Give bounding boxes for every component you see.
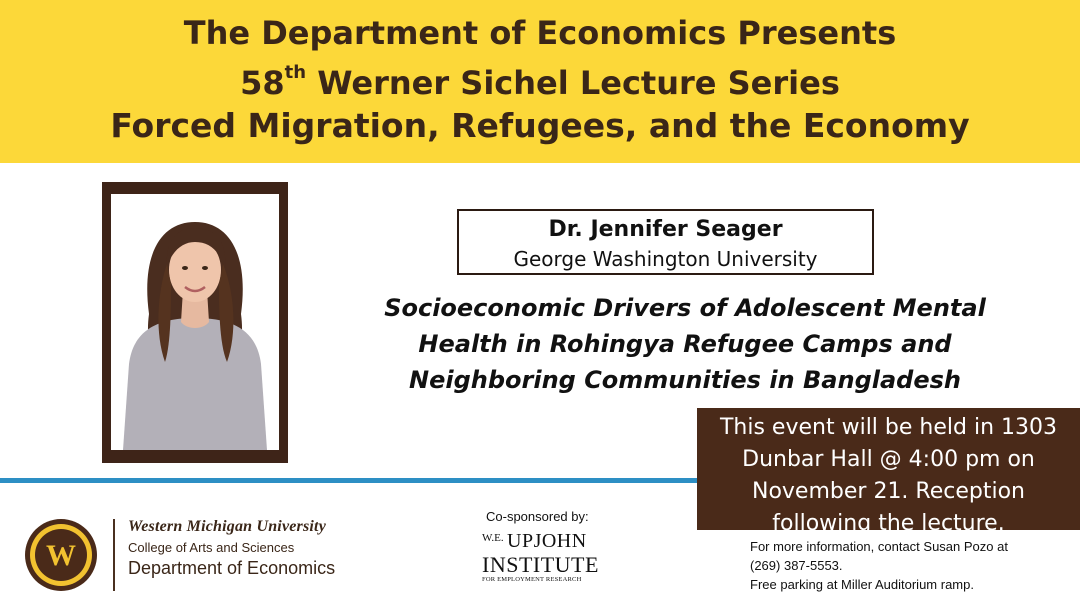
- upjohn-logo-we: W.E.: [482, 532, 504, 544]
- presenter-heading: The Department of Economics Presents: [183, 14, 897, 52]
- university-name: Western Michigan University: [128, 518, 327, 535]
- talk-title-line: Health in Rohingya Refugee Camps and: [418, 330, 952, 358]
- series-number: 58: [240, 64, 285, 102]
- upjohn-logo-institute: INSTITUTE: [482, 552, 599, 577]
- speaker-affiliation: George Washington University: [513, 247, 818, 271]
- series-heading: [0, 64, 1080, 102]
- college-name: College of Arts and Sciences: [128, 540, 295, 555]
- talk-title: [360, 290, 1010, 398]
- upjohn-logo-upjohn: UPJOHN: [507, 530, 587, 552]
- wmu-logo-letter: W: [46, 539, 76, 572]
- wmu-logo: [24, 518, 98, 592]
- divider-rule: [0, 478, 700, 483]
- event-line: Dunbar Hall @ 4:00 pm on: [742, 447, 1035, 472]
- talk-title-line: Socioeconomic Drivers of Adolescent Mental: [384, 294, 986, 322]
- speaker-photo-frame: [102, 182, 288, 463]
- contact-info: [750, 537, 1008, 594]
- speaker-box: [457, 209, 874, 275]
- event-line: following the lecture.: [772, 511, 1005, 536]
- series-name: Werner Sichel Lecture Series: [306, 64, 840, 102]
- talk-title-line: Neighboring Communities in Bangladesh: [408, 366, 961, 394]
- series-ordinal-suffix: th: [284, 62, 307, 83]
- department-name: Department of Economics: [128, 558, 336, 578]
- upjohn-logo-tagline: FOR EMPLOYMENT RESEARCH: [482, 576, 582, 583]
- title-banner: [0, 0, 1080, 163]
- speaker-photo: [111, 194, 279, 450]
- event-details-box: [697, 408, 1080, 536]
- event-line: November 21. Reception: [752, 479, 1025, 504]
- event-line: This event will be held in 1303: [719, 415, 1057, 440]
- event-details-text: [697, 412, 1080, 540]
- speaker-name: Dr. Jennifer Seager: [548, 217, 783, 242]
- info-line: Free parking at Miller Auditorium ramp.: [750, 577, 974, 592]
- logo-divider: [113, 519, 115, 591]
- theme-heading: Forced Migration, Refugees, and the Economy: [110, 106, 970, 145]
- info-line: For more information, contact Susan Pozo at: [750, 539, 1008, 554]
- info-line: (269) 387-5553.: [750, 558, 843, 573]
- cosponsor-label: Co-sponsored by:: [486, 509, 589, 524]
